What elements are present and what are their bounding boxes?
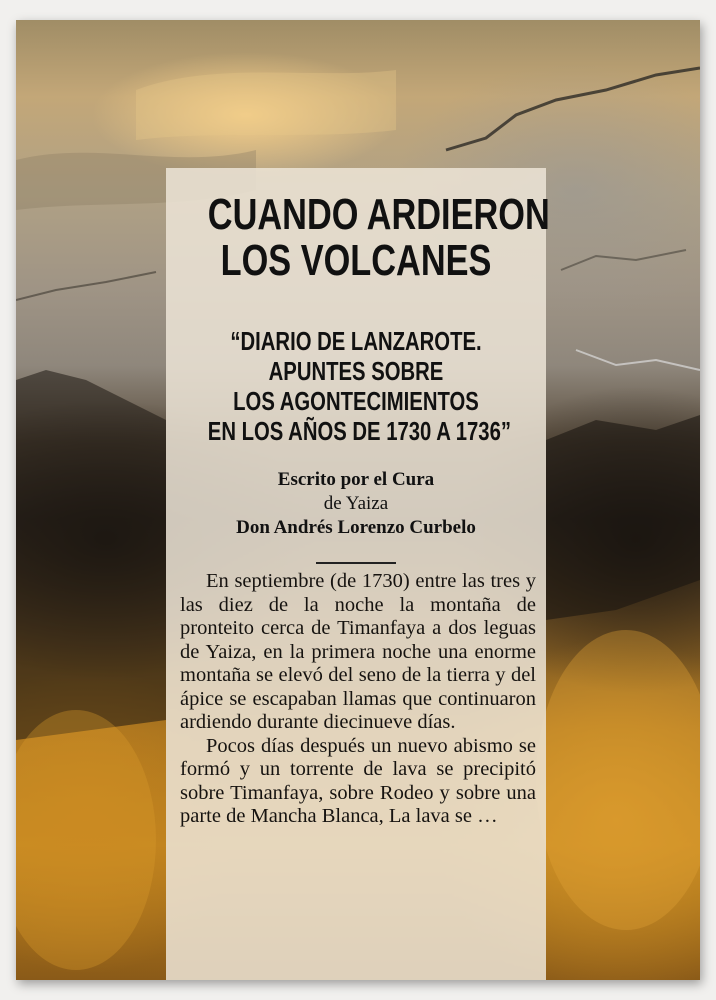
rock-crack (561, 250, 686, 270)
author-line: Escrito por el Cura (277, 469, 435, 490)
rock-crack (576, 350, 700, 370)
excerpt-line: montaña de pronteito cerca de (180, 593, 536, 639)
dark-ridge-right (546, 415, 700, 620)
excerpt-line: Timanfaya a dos leguas de Yaiza, (180, 617, 537, 663)
title-line: LOS VOLCANES (220, 236, 492, 285)
subtitle-line: “DIARIO DE LANZAROTE. (230, 326, 482, 356)
book-subtitle (207, 326, 512, 446)
excerpt-line: las tres y las diez de la noche la (180, 570, 536, 616)
lava-glow (16, 710, 156, 970)
excerpt-line: montaña se elevó del seno de la (180, 664, 447, 686)
book-cover (16, 20, 700, 980)
book-title (207, 190, 550, 285)
excerpt-line: llamas que continuaron ardiendo (180, 687, 536, 733)
excerpt-line: sobre Rodeo y sobre una parte de (180, 781, 536, 827)
author-line: de Yaiza (323, 493, 389, 514)
dark-ridge-left (16, 370, 166, 740)
excerpt-line: tierra y del ápice se escapaban (180, 664, 536, 710)
excerpt-line: En septiembre (de 1730) entre (206, 570, 463, 592)
sky-cloud (136, 70, 396, 140)
excerpt-paragraph-2 (180, 735, 536, 829)
lava-glow (536, 630, 700, 930)
excerpt-paragraph-1 (180, 570, 536, 735)
rock-crack (16, 272, 156, 300)
rock-crack (446, 68, 700, 150)
divider (316, 562, 396, 564)
excerpt-line: Mancha Blanca, La lava se … (250, 805, 498, 827)
title-line: CUANDO ARDIERON (207, 190, 550, 239)
excerpt-line: abismo se formó y un torrente de (180, 734, 536, 780)
author-line: Don Andrés Lorenzo Curbelo (236, 517, 476, 538)
text-panel (166, 168, 550, 980)
subtitle-line: LOS AGONTECIMIENTOS (233, 386, 479, 416)
excerpt-text (180, 570, 536, 829)
subtitle-line: APUNTES SOBRE (268, 356, 444, 386)
author-credit (166, 468, 546, 540)
excerpt-line: lava se precipitó sobre Timanfaya, (180, 758, 536, 804)
excerpt-line: Pocos días después un nuevo (206, 734, 454, 757)
subtitle-line: EN LOS AÑOS DE 1730 A 1736” (207, 416, 512, 446)
excerpt-line: durante diecinueve días. (256, 711, 456, 733)
excerpt-line: en la primera noche una enorme (263, 640, 536, 663)
